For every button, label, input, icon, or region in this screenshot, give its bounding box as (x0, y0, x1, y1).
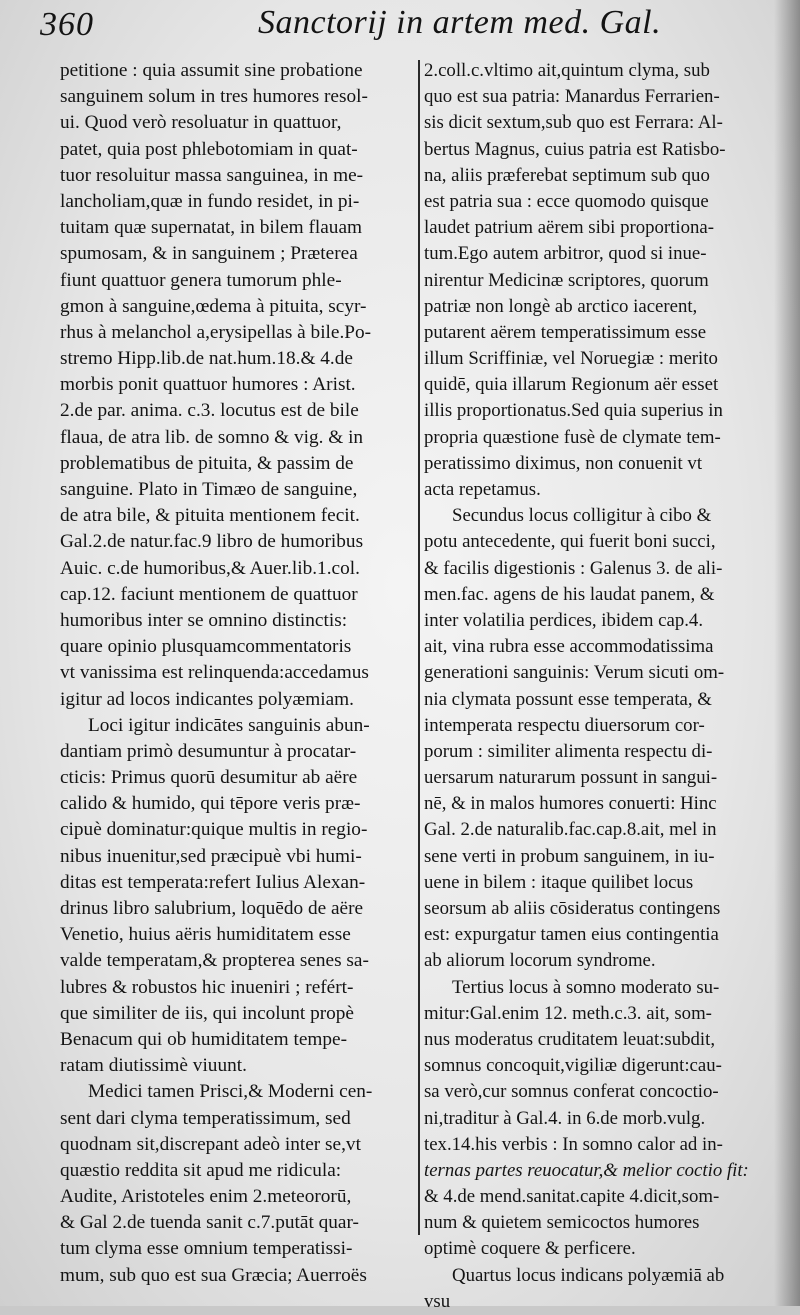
text-line: igitur ad locos indicantes polyæmiam. (60, 688, 354, 710)
text-line: morbis ponit quattuor humores : Arist. (60, 374, 356, 396)
text-line: optimè coquere & perficere. (424, 1238, 636, 1260)
text-line: ditas est temperata:refert Iulius Alexan- (60, 871, 366, 893)
text-line: men.fac. agens de his laudat panem, & (424, 583, 715, 605)
text-line: vsu (424, 1290, 451, 1312)
text-line: Benacum qui ob humiditatem tempe- (60, 1028, 348, 1050)
text-line: 2.de par. anima. c.3. locutus est de bile (60, 400, 359, 422)
text-line: illis proportionatus.Sed quia superius in (424, 400, 723, 422)
text-line: Gal. 2.de naturalib.fac.cap.8.ait, mel in (424, 819, 717, 841)
text-line: quidē, quia illarum Regionum aër esset (424, 374, 719, 396)
text-line: generationi sanguinis: Verum sicuti om- (424, 662, 725, 684)
text-line: quæstio reddita sit apud me ridicula: (60, 1159, 342, 1181)
text-line: problematibus de pituita, & passim de (60, 452, 354, 474)
text-line: bertus Magnus, cuius patria est Ratisbo- (424, 138, 726, 160)
text-line: tuitam quæ supernatat, in bilem flauam (60, 217, 363, 239)
text-line: sanguinem solum in tres humores resol- (60, 86, 368, 108)
text-line: sanguine. Plato in Timæo de sanguine, (60, 479, 358, 500)
text-line: nus moderatus cruditatem leuat:subdit, (424, 1028, 716, 1050)
text-line: tuor resoluitur massa sanguinea, in me- (60, 164, 364, 186)
text-line: peratissimo diximus, non conuenit vt (424, 452, 703, 474)
text-line: cipuè dominatur:quique multis in regio- (60, 819, 368, 841)
text-line: & facilis digestionis : Galenus 3. de ali- (424, 557, 723, 579)
text-line: sene verti in probum sanguinem, in iu- (424, 845, 715, 867)
text-line: nibus inuenitur,sed præcipuè vbi humi- (60, 845, 362, 867)
text-line: uene in bilem : itaque quilibet locus (424, 871, 694, 893)
text-line: putarent aërem temperatissimum esse (424, 321, 707, 343)
text-line: Quartus locus indicans polyæmiā ab (452, 1264, 725, 1286)
text-line: patriæ non longè ab arctico iacerent, (424, 295, 698, 317)
running-head: Sanctorij in artem med. Gal. (258, 4, 662, 41)
page-number: 360 (40, 6, 94, 43)
text-line: acta repetamus. (424, 479, 541, 500)
text-line: est patria sua : ecce quomodo quisque (424, 190, 709, 212)
text-line: patet, quia post phlebotomiam in quat- (60, 138, 358, 160)
text-line: intemperata respectu diuersorum cor- (424, 714, 705, 736)
text-line: est: expurgatur tamen eius contingentia (424, 924, 719, 946)
text-line: Gal.2.de natur.fac.9 libro de humoribus (60, 531, 364, 553)
text-line: laudet patrium aërem sibi proportiona- (424, 217, 714, 239)
text-line: quo est sua patria: Manardus Ferrarien- (424, 86, 720, 108)
text-line: inter volatilia perdices, ibidem cap.4. (424, 609, 704, 631)
text-line: vt vanissima est relinquenda:accedamus (60, 662, 369, 684)
text-line: cticis: Primus quorū desumitur ab aëre (60, 767, 358, 789)
text-line: uersarum naturarum possunt in sangui- (424, 767, 718, 789)
text-line: porum : similiter alimenta respectu di- (424, 740, 713, 762)
text-line: nirentur Medicinæ scriptores, quorum (424, 269, 709, 291)
left-column (60, 58, 422, 1298)
text-line: Audite, Aristoteles enim 2.meteororū, (60, 1186, 352, 1208)
text-line: nia clymata possunt esse temperata, & (424, 688, 712, 710)
text-line: illum Scriffiniæ, vel Noruegiæ : merito (424, 348, 718, 370)
text-line: tex.14.his verbis : In somno calor ad in- (424, 1133, 723, 1155)
text-line: fiunt quattuor genera tumorum phle- (60, 269, 342, 291)
text-line: & Gal 2.de tuenda sanit c.7.putāt quar- (60, 1212, 359, 1234)
text-line: ni,traditur à Gal.4. in 6.de morb.vulg. (424, 1107, 706, 1129)
text-line: propria quæstione fusè de clymate tem- (424, 426, 721, 448)
text-line: spumosam, & in sanguinem ; Præterea (60, 243, 358, 265)
text-line: dantiam primò desumuntur à procatar- (60, 740, 357, 762)
page-edge-shadow (774, 0, 800, 1306)
text-line: Venetio, huius aëris humiditatem esse (60, 924, 351, 946)
text-line: de atra bile, & pituita mentionem fecit. (60, 505, 360, 527)
text-line: ternas partes reuocatur,& melior coctio fit: (424, 1159, 749, 1181)
text-line: valde temperatam,& propterea senes sa- (60, 950, 369, 972)
column-divider (418, 60, 420, 1235)
text-line: calido & humido, qui tēpore veris præ- (60, 793, 361, 815)
text-line: seorsum ab aliis cōsideratus contingens (424, 898, 721, 919)
right-column (424, 58, 772, 1312)
text-line: 2.coll.c.vltimo ait,quintum clyma, sub (424, 60, 710, 81)
text-line: lubres & robustos hic inueniri ; refért- (60, 976, 354, 998)
text-line: rhus à melanchol a,erysipellas à bile.Po- (60, 321, 372, 343)
text-line: cap.12. faciunt mentionem de quattuor (60, 583, 358, 605)
text-line: Secundus locus colligitur à cibo & (452, 505, 712, 527)
text-line: na, aliis præferebat septimum sub quo (424, 164, 710, 186)
text-line: sis dicit sextum,sub quo est Ferrara: Al- (424, 112, 723, 134)
text-line: potu antecedente, qui fuerit boni succi, (424, 531, 716, 553)
text-line: mitur:Gal.enim 12. meth.c.3. ait, som- (424, 1002, 712, 1024)
text-line: sa verò,cur somnus conferat concoctio- (424, 1081, 719, 1103)
text-line: nē, & in malos humores conuerti: Hinc (424, 793, 717, 815)
text-line: somnus concoquit,vigiliæ digerunt:cau- (424, 1055, 722, 1077)
text-line: que similiter de iis, qui incolunt propè (60, 1002, 354, 1024)
text-line: ui. Quod verò resoluatur in quattuor, (60, 112, 342, 134)
text-line: petitione : quia assumit sine probatione (60, 60, 363, 81)
text-line: quodnam sit,discrepant adeò inter se,vt (60, 1133, 361, 1155)
text-line: Tertius locus à somno moderato su- (452, 976, 720, 998)
text-line: tum.Ego autem arbitror, quod si inue- (424, 243, 707, 265)
text-line: mum, sub quo est sua Græcia; Auerroës (60, 1264, 367, 1286)
text-line: flaua, de atra lib. de somno & vig. & in (60, 426, 364, 448)
text-line: & 4.de mend.sanitat.capite 4.dicit,som- (424, 1186, 720, 1208)
text-line: ratam diutissimè viuunt. (60, 1055, 247, 1077)
text-line: drinus libro salubrium, loquēdo de aëre (60, 898, 364, 919)
text-line: num & quietem semicoctos humores (424, 1212, 700, 1234)
text-line: stremo Hipp.lib.de nat.hum.18.& 4.de (60, 348, 353, 370)
text-line: ab aliorum locorum syndrome. (424, 950, 656, 972)
text-line: sent dari clyma temperatissimum, sed (60, 1107, 351, 1129)
text-line: ait, vina rubra esse accommodatissima (424, 636, 714, 658)
text-line: lancholiam,quæ in fundo residet, in pi- (60, 190, 360, 212)
text-line: gmon à sanguine,œdema à pituita, scyr- (60, 295, 367, 317)
text-line: Auic. c.de humoribus,& Auer.lib.1.col. (60, 557, 360, 579)
text-line: Medici tamen Prisci,& Moderni cen- (88, 1081, 373, 1103)
text-line: humoribus inter se omnino distinctis: (60, 609, 348, 631)
text-line: tum clyma esse omnium temperatissi- (60, 1238, 353, 1260)
text-line: Loci igitur indicātes sanguinis abun- (88, 714, 370, 736)
text-line: quare opinio plusquamcommentatoris (60, 636, 352, 658)
